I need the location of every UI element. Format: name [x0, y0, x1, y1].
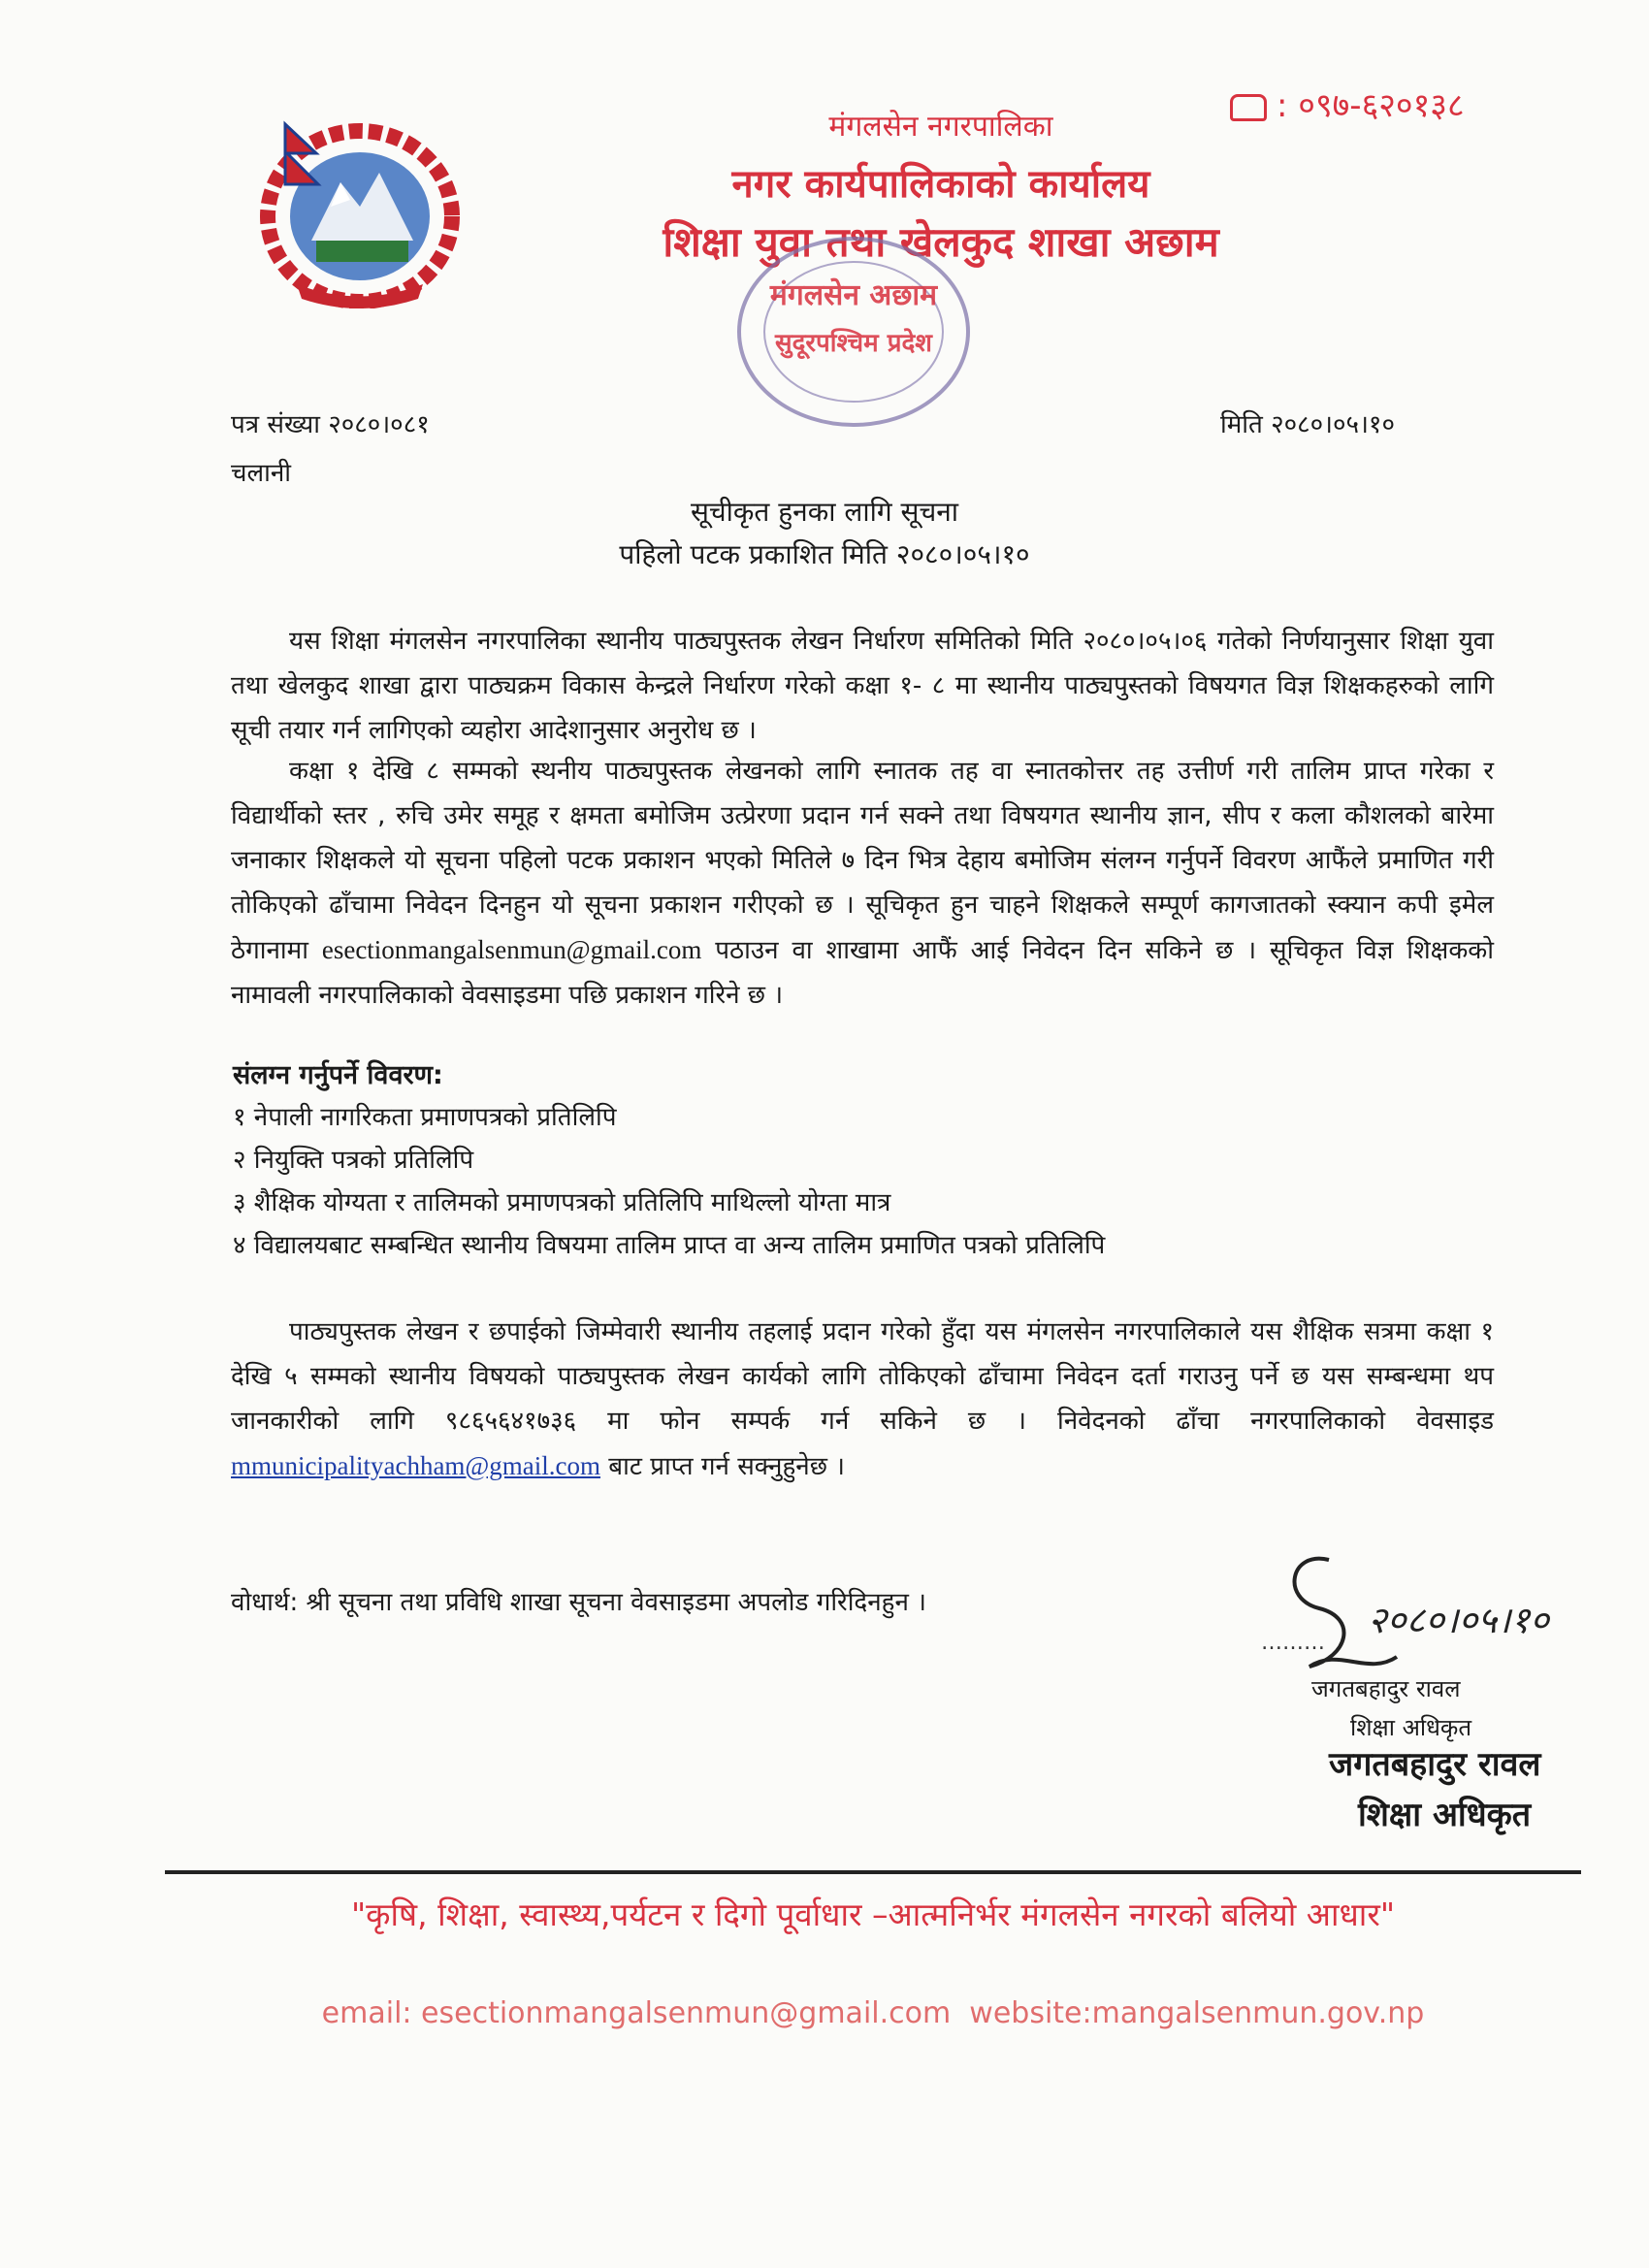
signatory-stamp-title: शिक्षा अधिकृत	[1358, 1796, 1532, 1834]
section-name: शिक्षा युवा तथा खेलकुद शाखा अछाम	[663, 218, 1219, 266]
municipality-name: मंगलसेन नगरपालिका	[828, 110, 1053, 144]
letter-date: मिति २०८०।०५।१०	[1220, 410, 1395, 439]
footer-contact	[165, 1996, 1581, 2030]
nepal-emblem-icon	[258, 114, 462, 308]
notice-published-date: पहिलो पटक प्रकाशित मिति २०८०।०५।१०	[619, 538, 1030, 570]
office-name: नगर कार्यपालिकाको कार्यालय	[731, 162, 1150, 207]
signature-date: २०८०।०५।१०	[1368, 1599, 1549, 1641]
phone-number: : ०९७-६२०१३८	[1230, 81, 1465, 126]
stamp-line-1: मंगलसेन अछाम	[769, 278, 938, 312]
handwritten-signature	[1251, 1540, 1591, 1686]
dispatch-label: चलानी	[231, 459, 292, 488]
cc-note: वोधार्थ: श्री सूचना तथा प्रविधि शाखा सूचना वेवसाइडमा अपलोड गरिदिनहुन ।	[231, 1588, 927, 1617]
notice-title: सूचीकृत हुनका लागि सूचना	[690, 496, 959, 528]
official-stamp	[728, 225, 980, 438]
signatory-name: जगतबहादुर रावल	[1311, 1675, 1461, 1702]
notice-heading	[485, 493, 1164, 572]
list-item: १ नेपाली नागरिकता प्रमाणपत्रको प्रतिलिपि	[233, 1103, 617, 1132]
footer-motto: "कृषि, शिक्षा, स्वास्थ्य,पर्यटन र दिगो पूर्वाधार –आत्मनिर्भर मंगलसेन नगरको बलियो आधार"	[350, 1895, 1396, 1933]
signature-dots: ………	[1261, 1631, 1325, 1655]
attachments-title: संलग्न गर्नुपर्ने विवरण:	[233, 1060, 443, 1090]
signatory-stamp-name: जगतबहादुर रावल	[1329, 1745, 1541, 1784]
email-link-2[interactable]: mmunicipalityachham@gmail.com	[231, 1451, 601, 1480]
paragraph-3: पाठ्यपुस्तक लेखन र छपाईको जिम्मेवारी स्थानीय तहलाई प्रदान गरेको हुँदा यस मंगलसेन नगरपालिकाले यस शैक्षिक सत्रमा कक्षा १ देखि ५ सम्मको स्थानीय विषयको पाठ्यपुस्तक लेखन कार्यको लागि तोकिएको ढाँचामा निवेदन दर्ता गराउनु पर्ने छ यस सम्बन्धमा थप जानकारीको लागि ९८६५६४१७३६ मा फोन सम्पर्क गर्न सकिने छ । निवेदनको ढाँचा नगरपालिकाको वेवसाइड mmunicipalityachham@gmail.com बाट प्राप्त गर्न सक्नुहुनेछ ।	[231, 1317, 1494, 1481]
list-item: ४ विद्यालयबाट सम्बन्धित स्थानीय विषयमा तालिम प्राप्त वा अन्य तालिम प्रमाणित पत्रको प्रतिलिपि	[233, 1231, 1106, 1260]
list-item: ३ शैक्षिक योग्यता र तालिमको प्रमाणपत्रको प्रतिलिपि माथिल्लो योग्ता मात्र	[233, 1188, 891, 1217]
paragraph-1: यस शिक्षा मंगलसेन नगरपालिका स्थानीय पाठ्यपुस्तक लेखन निर्धारण समितिको मिति २०८०।०५।०६ गतेको निर्णयानुसार शिक्षा युवा तथा खेलकुद शाखा द्वारा पाठ्यक्रम विकास केन्द्रले निर्धारण गरेको कक्षा १- ८ मा स्थानीय पाठ्यपुस्तको विषयगत विज्ञ शिक्षकहरुको लागि सूची तयार गर्न लागिएको व्यहोरा आदेशानुसार अनुरोध छ ।	[231, 627, 1494, 745]
list-item: २ नियुक्ति पत्रको प्रतिलिपि	[233, 1146, 474, 1175]
attachments-list	[233, 1096, 1105, 1267]
footer-divider	[165, 1870, 1581, 1874]
stamp-line-2: सुदूरपश्चिम प्रदेश	[775, 329, 932, 358]
reference-number: पत्र संख्या २०८०।०८१	[231, 410, 430, 439]
footer-website[interactable]: website:mangalsenmun.gov.np	[969, 1996, 1425, 2030]
signatory-title: शिक्षा अधिकृत	[1350, 1714, 1472, 1741]
footer-email[interactable]: email: esectionmangalsenmun@gmail.com	[321, 1996, 952, 2030]
paragraph-2: कक्षा १ देखि ८ सम्मको स्थनीय पाठ्यपुस्तक लेखनको लागि स्नातक तह वा स्नातकोत्तर तह उत्तीर्ण गरी तालिम प्राप्त गरेका र विद्यार्थीको स्तर , रुचि उमेर समूह र क्षमता बमोजिम उत्प्रेरणा प्रदान गर्न सक्ने तथा विषयगत स्थानीय ज्ञान, सीप र कला कौशलको बारेमा जनाकार शिक्षकले यो सूचना पहिलो पटक प्रकाशन भएको मितिले ७ दिन भित्र देहाय बमोजिम संलग्न गर्नुपर्ने विवरण आफैंले प्रमाणित गरी तोकिएको ढाँचामा निवेदन दिनहुन यो सूचना प्रकाशन गरीएको छ । सूचिकृत हुन चाहने शिक्षकले सम्पूर्ण कागजातको स्क्यान कपी इमेल ठेगानामा esectionmangalsenmun@gmail.com पठाउन वा शाखामा आफैं आई निवेदन दिन सकिने छ । सूचिकृत विज्ञ शिक्षकको नामावली नगरपालिकाको वेवसाइडमा पछि प्रकाशन गरिने छ ।	[231, 757, 1494, 1010]
email-address-1[interactable]: esectionmangalsenmun@gmail.com	[321, 935, 702, 964]
